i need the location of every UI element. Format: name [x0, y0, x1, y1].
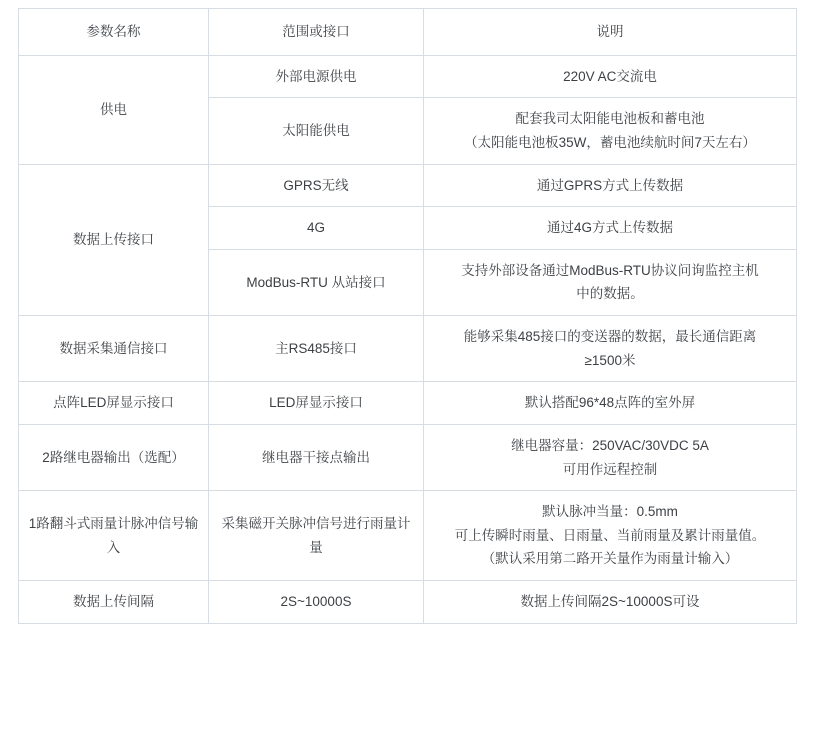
description-cell: [424, 491, 797, 581]
table-row: [19, 316, 797, 382]
description-line: （太阳能电池板35W，蓄电池续航时间7天左右）: [464, 134, 756, 150]
interface-cell: 采集磁开关脉冲信号进行雨量计量: [209, 491, 424, 581]
parameter-name-cell: 数据上传接口: [19, 164, 209, 316]
interface-cell: 主RS485接口: [209, 316, 424, 382]
interface-cell: LED屏显示接口: [209, 382, 424, 425]
column-header-parameter-name: 参数名称: [19, 9, 209, 56]
description-line: 默认脉冲当量：0.5mm: [542, 504, 678, 520]
description-cell: [424, 98, 797, 164]
description-line: （默认采用第二路开关量作为雨量计输入）: [481, 551, 739, 567]
parameter-name-cell: 数据上传间隔: [19, 581, 209, 624]
description-line: 中的数据。: [576, 286, 644, 302]
table-row: [19, 491, 797, 581]
interface-cell: 2S~10000S: [209, 581, 424, 624]
description-line: 配套我司太阳能电池板和蓄电池: [515, 111, 705, 127]
interface-cell: 继电器干接点输出: [209, 424, 424, 490]
description-cell: [424, 316, 797, 382]
description-line: 可上传瞬时雨量、日雨量、当前雨量及累计雨量值。: [454, 527, 766, 543]
table-row: [19, 382, 797, 425]
table-row: [19, 424, 797, 490]
description-cell: 220V AC交流电: [424, 55, 797, 98]
table-header: [19, 9, 797, 56]
specification-table: [18, 8, 797, 624]
parameter-name-cell: 点阵LED屏显示接口: [19, 382, 209, 425]
parameter-name-cell: 2路继电器输出（选配）: [19, 424, 209, 490]
description-cell: 数据上传间隔2S~10000S可设: [424, 581, 797, 624]
column-header-description: 说明: [424, 9, 797, 56]
description-line: 可用作远程控制: [562, 461, 658, 477]
table-row: [19, 581, 797, 624]
table-body: [19, 55, 797, 623]
description-cell: 通过GPRS方式上传数据: [424, 164, 797, 207]
parameter-name-cell: 供电: [19, 55, 209, 164]
parameter-name-cell: 数据采集通信接口: [19, 316, 209, 382]
interface-cell: 4G: [209, 207, 424, 250]
table-row: [19, 55, 797, 98]
interface-cell: ModBus-RTU 从站接口: [209, 249, 424, 315]
description-cell: [424, 424, 797, 490]
table-row: [19, 164, 797, 207]
parameter-name-cell: 1路翻斗式雨量计脉冲信号输入: [19, 491, 209, 581]
description-line: 继电器容量：250VAC/30VDC 5A: [511, 437, 709, 453]
interface-cell: 太阳能供电: [209, 98, 424, 164]
column-header-range-or-interface: 范围或接口: [209, 9, 424, 56]
interface-cell: GPRS无线: [209, 164, 424, 207]
description-cell: 通过4G方式上传数据: [424, 207, 797, 250]
description-cell: 默认搭配96*48点阵的室外屏: [424, 382, 797, 425]
description-cell: [424, 249, 797, 315]
table-header-row: [19, 9, 797, 56]
description-line: 能够采集485接口的变送器的数据，最长通信距离: [463, 329, 757, 344]
interface-cell: 外部电源供电: [209, 55, 424, 98]
description-line: 支持外部设备通过ModBus-RTU协议问询监控主机: [461, 262, 759, 278]
description-line: ≥1500米: [584, 352, 636, 368]
